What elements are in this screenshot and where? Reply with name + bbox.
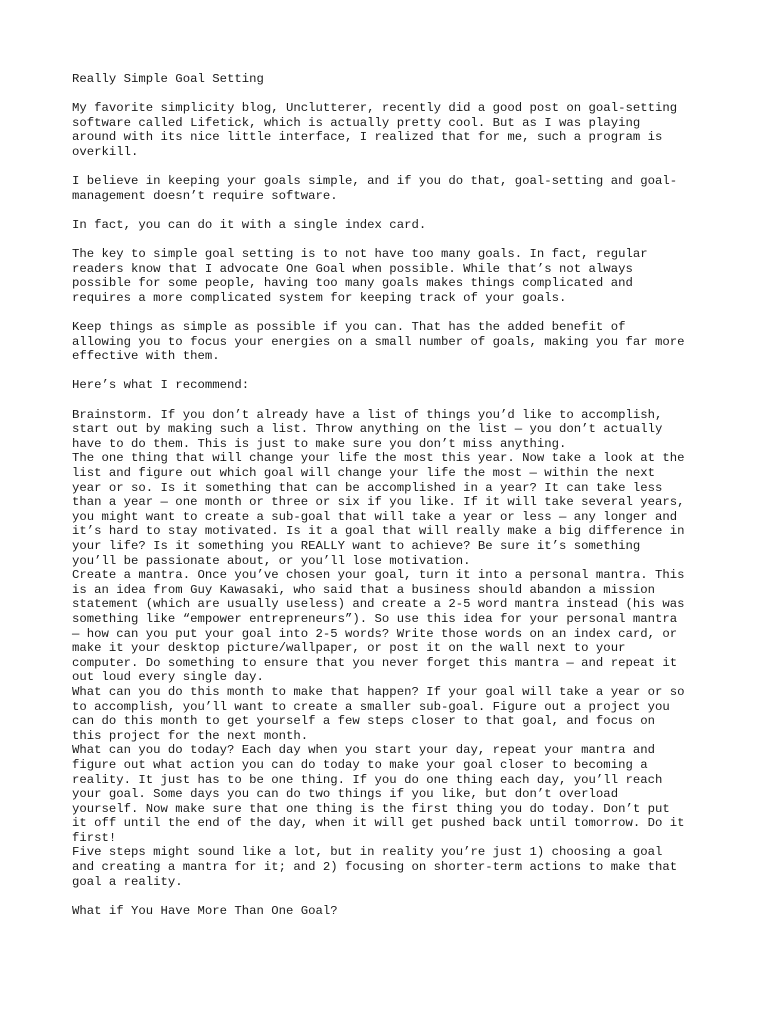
- paragraph-unclutterer: My favorite simplicity blog, Unclutterer, recently did a good post on goal-setting software called Lifetick, which is actually pretty cool. But as I was playing around with its nice little interface, I realized that for me, such a program is overkill.: [72, 101, 678, 159]
- document-page: [72, 72, 712, 933]
- document-title: Really Simple Goal Setting: [72, 72, 264, 86]
- section-heading: What if You Have More Than One Goal?: [72, 903, 338, 918]
- list-item: What can you do this month to make that happen? If your goal will take a year or so to accomplish, you’ll want to create a smaller sub-goal. Figure out a project you can do this month to get yourself a few steps closer to that goal, and focus on this project for the next month.: [72, 684, 685, 743]
- paragraph-too-many-goals: The key to simple goal setting is to not have too many goals. In fact, regular readers know that I advocate One Goal when possible. While that’s not always possible for some people, having too many goals makes things complicated and requires a more complicated system for keeping track of your goals.: [72, 247, 648, 305]
- steps-list: [72, 408, 712, 890]
- paragraph-recommend: Here’s what I recommend:: [72, 378, 250, 393]
- list-item: Brainstorm. If you don’t already have a list of things you’d like to accomplish, start out by making such a list. Throw anything on the list — you don’t actually have to do them. This is just to make sure you don’t miss anything.: [72, 407, 663, 451]
- list-item: The one thing that will change your life the most this year. Now take a look at the list and figure out which goal will change your life the most — within the next year or so. Is it something that can be accomplished in a year? It can take less than a year — one month or three or six if you like. If it will take several years, you might want to create a sub-goal that will take a year or less — any longer and it’s hard to stay motivated. Is it a goal that will really make a big difference in your life? Is it something you REALLY want to achieve? Be sure it’s something you’ll be passionate about, or you’ll lose motivation.: [72, 451, 685, 568]
- list-item: What can you do today? Each day when you start your day, repeat your mantra and figure out what action you can do today to make your goal closer to becoming a reality. It just has to be one thing. If you do one thing each day, you’ll reach your goal. Some days you can do two things if you like, but don’t overload yourself. Now make sure that one thing is the first thing you do today. Don’t put it off until the end of the day, when it will get pushed back until tomorrow. Do it first!: [72, 743, 685, 845]
- paragraph-keep-things-simple: Keep things as simple as possible if you can. That has the added benefit of allowing you to focus your energies on a small number of goals, making you far more effective with them.: [72, 320, 685, 364]
- paragraph-keep-goals-simple: I believe in keeping your goals simple, and if you do that, goal-setting and goal- management doesn’t require software.: [72, 174, 678, 203]
- summary-paragraph: Five steps might sound like a lot, but in reality you’re just 1) choosing a goal and creating a mantra for it; and 2) focusing on shorter-term actions to make that goal a reality.: [72, 845, 678, 889]
- paragraph-index-card: In fact, you can do it with a single index card.: [72, 217, 427, 232]
- list-item: Create a mantra. Once you’ve chosen your goal, turn it into a personal mantra. This is an idea from Guy Kawasaki, who said that a business should abandon a mission statement (which are usually useless) and create a 2-5 word mantra instead (his was something like “empower entrepreneurs”). So use this idea for your personal mantra — how can you put your goal into 2-5 words? Write those words on an index card, or make it your desktop picture/wallpaper, or post it on the wall next to your computer. Do something to ensure that you never forget this mantra — and repeat it out loud every single day.: [72, 568, 685, 685]
